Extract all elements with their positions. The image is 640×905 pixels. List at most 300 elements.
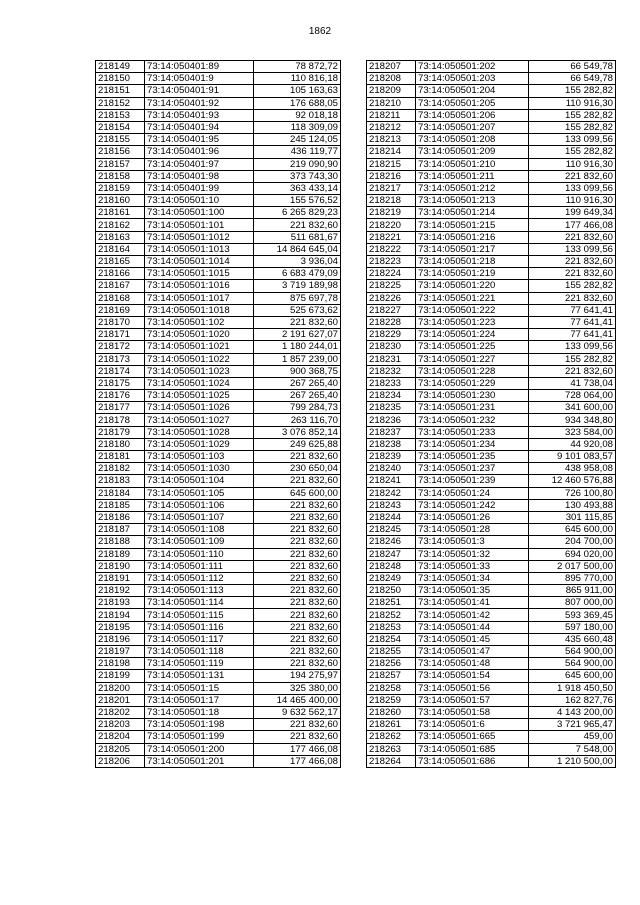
row-id-cell: 218238 <box>367 438 416 450</box>
row-id-cell: 218245 <box>367 524 416 536</box>
table-row <box>367 182 616 194</box>
cadastral-number-cell: 73:14:050501:221 <box>416 292 529 304</box>
value-cell: 934 348,80 <box>529 414 616 426</box>
table-row <box>96 195 341 207</box>
cadastral-number-cell: 73:14:050501:209 <box>416 146 529 158</box>
value-cell: 176 688,05 <box>254 97 341 109</box>
row-id-cell: 218174 <box>96 365 145 377</box>
table-row <box>367 682 616 694</box>
value-cell: 221 832,60 <box>254 511 341 523</box>
value-cell: 807 000,00 <box>529 597 616 609</box>
table-row <box>367 463 616 475</box>
table-row <box>96 353 341 365</box>
cadastral-number-cell: 73:14:050501:234 <box>416 438 529 450</box>
row-id-cell: 218182 <box>96 463 145 475</box>
table-row <box>96 158 341 170</box>
table-row <box>367 109 616 121</box>
table-row <box>367 121 616 133</box>
value-cell: 597 180,00 <box>529 621 616 633</box>
table-row <box>367 719 616 731</box>
cadastral-number-cell: 73:14:050501:1025 <box>145 390 254 402</box>
value-cell: 92 018,18 <box>254 109 341 121</box>
value-cell: 3 076 852,14 <box>254 426 341 438</box>
table-row <box>367 426 616 438</box>
row-id-cell: 218193 <box>96 597 145 609</box>
cadastral-number-cell: 73:14:050501:1028 <box>145 426 254 438</box>
value-cell: 177 466,08 <box>254 743 341 755</box>
row-id-cell: 218197 <box>96 646 145 658</box>
row-id-cell: 218202 <box>96 706 145 718</box>
table-row <box>96 170 341 182</box>
value-cell: 645 600,00 <box>529 524 616 536</box>
table-row <box>96 231 341 243</box>
row-id-cell: 218241 <box>367 475 416 487</box>
table-row <box>96 524 341 536</box>
table-row <box>96 633 341 645</box>
table-row <box>367 414 616 426</box>
row-id-cell: 218194 <box>96 609 145 621</box>
table-row <box>367 329 616 341</box>
table-row <box>367 646 616 658</box>
value-cell: 245 124,05 <box>254 134 341 146</box>
table-row <box>96 511 341 523</box>
cadastral-number-cell: 73:14:050501:686 <box>416 755 529 767</box>
cadastral-number-cell: 73:14:050501:33 <box>416 560 529 572</box>
row-id-cell: 218150 <box>96 73 145 85</box>
cadastral-number-cell: 73:14:050501:1012 <box>145 231 254 243</box>
table-row <box>96 207 341 219</box>
table-row <box>96 621 341 633</box>
value-cell: 1 857 239,00 <box>254 353 341 365</box>
cadastral-number-cell: 73:14:050501:1022 <box>145 353 254 365</box>
row-id-cell: 218176 <box>96 390 145 402</box>
table-row <box>96 743 341 755</box>
value-cell: 133 099,56 <box>529 134 616 146</box>
table-row <box>96 73 341 85</box>
value-cell: 875 697,78 <box>254 292 341 304</box>
row-id-cell: 218217 <box>367 182 416 194</box>
value-cell: 221 832,60 <box>254 475 341 487</box>
row-id-cell: 218180 <box>96 438 145 450</box>
value-cell: 1 210 500,00 <box>529 755 616 767</box>
value-cell: 645 600,00 <box>529 670 616 682</box>
cadastral-number-cell: 73:14:050501:54 <box>416 670 529 682</box>
table-row <box>367 61 616 73</box>
cadastral-number-cell: 73:14:050501:232 <box>416 414 529 426</box>
table-row <box>367 195 616 207</box>
table-row <box>96 597 341 609</box>
value-cell: 438 958,08 <box>529 463 616 475</box>
row-id-cell: 218204 <box>96 731 145 743</box>
row-id-cell: 218186 <box>96 511 145 523</box>
cadastral-number-cell: 73:14:050501:1018 <box>145 304 254 316</box>
cadastral-number-cell: 73:14:050401:93 <box>145 109 254 121</box>
row-id-cell: 218236 <box>367 414 416 426</box>
value-cell: 44 920,08 <box>529 438 616 450</box>
cadastral-number-cell: 73:14:050501:103 <box>145 451 254 463</box>
cadastral-number-cell: 73:14:050501:44 <box>416 621 529 633</box>
row-id-cell: 218181 <box>96 451 145 463</box>
value-cell: 41 738,04 <box>529 377 616 389</box>
cadastral-number-cell: 73:14:050501:203 <box>416 73 529 85</box>
value-cell: 267 265,40 <box>254 377 341 389</box>
table-row <box>367 341 616 353</box>
table-row <box>96 463 341 475</box>
row-id-cell: 218185 <box>96 499 145 511</box>
cadastral-number-cell: 73:14:050501:210 <box>416 158 529 170</box>
row-id-cell: 218211 <box>367 109 416 121</box>
value-cell: 177 466,08 <box>529 219 616 231</box>
table-row <box>96 572 341 584</box>
page-number: 1862 <box>308 26 332 37</box>
value-cell: 221 832,60 <box>254 731 341 743</box>
cadastral-number-cell: 73:14:050501:107 <box>145 511 254 523</box>
row-id-cell: 218228 <box>367 316 416 328</box>
table-row <box>367 475 616 487</box>
row-id-cell: 218261 <box>367 719 416 731</box>
cadastral-number-cell: 73:14:050501:58 <box>416 706 529 718</box>
row-id-cell: 218248 <box>367 560 416 572</box>
table-row <box>367 256 616 268</box>
cadastral-number-cell: 73:14:050501:41 <box>416 597 529 609</box>
table-row <box>96 85 341 97</box>
row-id-cell: 218161 <box>96 207 145 219</box>
table-row <box>96 755 341 767</box>
value-cell: 221 832,60 <box>529 365 616 377</box>
row-id-cell: 218155 <box>96 134 145 146</box>
value-cell: 728 064,00 <box>529 390 616 402</box>
value-cell: 363 433,14 <box>254 182 341 194</box>
row-id-cell: 218234 <box>367 390 416 402</box>
row-id-cell: 218192 <box>96 585 145 597</box>
table-row <box>96 134 341 146</box>
table-row <box>367 743 616 755</box>
value-cell: 221 832,60 <box>254 585 341 597</box>
table-row <box>96 694 341 706</box>
cadastral-number-cell: 73:14:050501:15 <box>145 682 254 694</box>
cadastral-number-cell: 73:14:050501:116 <box>145 621 254 633</box>
value-cell: 110 916,30 <box>529 97 616 109</box>
table-row <box>367 170 616 182</box>
value-cell: 221 832,60 <box>254 646 341 658</box>
value-cell: 726 100,80 <box>529 487 616 499</box>
value-cell: 221 832,60 <box>529 292 616 304</box>
row-id-cell: 218221 <box>367 231 416 243</box>
value-cell: 3 721 965,47 <box>529 719 616 731</box>
row-id-cell: 218172 <box>96 341 145 353</box>
value-cell: 511 681,67 <box>254 231 341 243</box>
value-cell: 323 584,00 <box>529 426 616 438</box>
value-cell: 230 650,04 <box>254 463 341 475</box>
cadastral-number-cell: 73:14:050501:24 <box>416 487 529 499</box>
table-row <box>96 475 341 487</box>
table-row <box>96 109 341 121</box>
value-cell: 155 282,82 <box>529 121 616 133</box>
row-id-cell: 218201 <box>96 694 145 706</box>
row-id-cell: 218240 <box>367 463 416 475</box>
row-id-cell: 218258 <box>367 682 416 694</box>
table-row <box>367 146 616 158</box>
cadastral-number-cell: 73:14:050501:228 <box>416 365 529 377</box>
row-id-cell: 218184 <box>96 487 145 499</box>
row-id-cell: 218164 <box>96 243 145 255</box>
value-cell: 301 115,85 <box>529 511 616 523</box>
table-row <box>367 694 616 706</box>
cadastral-number-cell: 73:14:050401:95 <box>145 134 254 146</box>
table-row <box>367 268 616 280</box>
table-row <box>96 499 341 511</box>
cadastral-number-cell: 73:14:050501:111 <box>145 560 254 572</box>
value-cell: 105 163,63 <box>254 85 341 97</box>
value-cell: 221 832,60 <box>529 268 616 280</box>
cadastral-number-cell: 73:14:050501:18 <box>145 706 254 718</box>
value-cell: 221 832,60 <box>254 633 341 645</box>
table-row <box>367 402 616 414</box>
cadastral-number-cell: 73:14:050501:117 <box>145 633 254 645</box>
row-id-cell: 218151 <box>96 85 145 97</box>
value-cell: 221 832,60 <box>254 560 341 572</box>
cadastral-number-cell: 73:14:050501:1015 <box>145 268 254 280</box>
table-row <box>96 304 341 316</box>
cadastral-number-cell: 73:14:050501:28 <box>416 524 529 536</box>
row-id-cell: 218214 <box>367 146 416 158</box>
value-cell: 221 832,60 <box>254 524 341 536</box>
row-id-cell: 218209 <box>367 85 416 97</box>
value-cell: 645 600,00 <box>254 487 341 499</box>
table-row <box>367 390 616 402</box>
cadastral-number-cell: 73:14:050501:216 <box>416 231 529 243</box>
value-cell: 221 832,60 <box>254 316 341 328</box>
table-row <box>96 487 341 499</box>
cadastral-number-cell: 73:14:050501:235 <box>416 451 529 463</box>
cadastral-number-cell: 73:14:050501:225 <box>416 341 529 353</box>
value-cell: 4 143 200,00 <box>529 706 616 718</box>
cadastral-number-cell: 73:14:050501:218 <box>416 256 529 268</box>
table-row <box>367 511 616 523</box>
cadastral-number-cell: 73:14:050501:48 <box>416 658 529 670</box>
cadastral-number-cell: 73:14:050501:101 <box>145 219 254 231</box>
cadastral-number-cell: 73:14:050501:208 <box>416 134 529 146</box>
row-id-cell: 218264 <box>367 755 416 767</box>
cadastral-number-cell: 73:14:050501:1027 <box>145 414 254 426</box>
row-id-cell: 218246 <box>367 536 416 548</box>
row-id-cell: 218223 <box>367 256 416 268</box>
table-row <box>367 499 616 511</box>
row-id-cell: 218183 <box>96 475 145 487</box>
cadastral-number-cell: 73:14:050501:119 <box>145 658 254 670</box>
value-cell: 110 816,18 <box>254 73 341 85</box>
registry-table-left <box>95 60 341 768</box>
row-id-cell: 218173 <box>96 353 145 365</box>
value-cell: 14 465 400,00 <box>254 694 341 706</box>
value-cell: 564 900,00 <box>529 646 616 658</box>
value-cell: 221 832,60 <box>254 451 341 463</box>
cadastral-number-cell: 73:14:050501:199 <box>145 731 254 743</box>
cadastral-number-cell: 73:14:050501:1030 <box>145 463 254 475</box>
value-cell: 110 916,30 <box>529 158 616 170</box>
value-cell: 6 265 829,23 <box>254 207 341 219</box>
cadastral-number-cell: 73:14:050501:1023 <box>145 365 254 377</box>
table-row <box>367 207 616 219</box>
table-row <box>96 658 341 670</box>
registry-table-right <box>366 60 616 768</box>
value-cell: 155 282,82 <box>529 280 616 292</box>
value-cell: 263 116,70 <box>254 414 341 426</box>
cadastral-number-cell: 73:14:050501:42 <box>416 609 529 621</box>
cadastral-number-cell: 73:14:050501:102 <box>145 316 254 328</box>
row-id-cell: 218259 <box>367 694 416 706</box>
row-id-cell: 218239 <box>367 451 416 463</box>
table-row <box>367 85 616 97</box>
table-row <box>367 524 616 536</box>
cadastral-number-cell: 73:14:050501:47 <box>416 646 529 658</box>
row-id-cell: 218168 <box>96 292 145 304</box>
table-row <box>96 146 341 158</box>
cadastral-number-cell: 73:14:050401:99 <box>145 182 254 194</box>
row-id-cell: 218226 <box>367 292 416 304</box>
cadastral-number-cell: 73:14:050501:10 <box>145 195 254 207</box>
value-cell: 130 493,88 <box>529 499 616 511</box>
table-row <box>367 609 616 621</box>
value-cell: 799 284,73 <box>254 402 341 414</box>
cadastral-number-cell: 73:14:050501:34 <box>416 572 529 584</box>
table-row <box>96 329 341 341</box>
cadastral-number-cell: 73:14:050501:32 <box>416 548 529 560</box>
cadastral-number-cell: 73:14:050501:242 <box>416 499 529 511</box>
value-cell: 221 832,60 <box>254 609 341 621</box>
value-cell: 900 368,75 <box>254 365 341 377</box>
table-row <box>96 182 341 194</box>
row-id-cell: 218213 <box>367 134 416 146</box>
cadastral-number-cell: 73:14:050501:114 <box>145 597 254 609</box>
table-row <box>96 548 341 560</box>
cadastral-number-cell: 73:14:050501:1024 <box>145 377 254 389</box>
value-cell: 199 649,34 <box>529 207 616 219</box>
row-id-cell: 218252 <box>367 609 416 621</box>
table-row <box>367 597 616 609</box>
row-id-cell: 218195 <box>96 621 145 633</box>
value-cell: 221 832,60 <box>254 548 341 560</box>
row-id-cell: 218237 <box>367 426 416 438</box>
cadastral-number-cell: 73:14:050501:229 <box>416 377 529 389</box>
cadastral-number-cell: 73:14:050501:1029 <box>145 438 254 450</box>
table-row <box>96 426 341 438</box>
cadastral-number-cell: 73:14:050401:92 <box>145 97 254 109</box>
value-cell: 1 180 244,01 <box>254 341 341 353</box>
cadastral-number-cell: 73:14:050501:206 <box>416 109 529 121</box>
row-id-cell: 218251 <box>367 597 416 609</box>
table-row <box>96 536 341 548</box>
value-cell: 525 673,62 <box>254 304 341 316</box>
cadastral-number-cell: 73:14:050501:17 <box>145 694 254 706</box>
row-id-cell: 218250 <box>367 585 416 597</box>
cadastral-number-cell: 73:14:050501:685 <box>416 743 529 755</box>
table-row <box>367 633 616 645</box>
row-id-cell: 218157 <box>96 158 145 170</box>
cadastral-number-cell: 73:14:050501:207 <box>416 121 529 133</box>
table-row <box>367 280 616 292</box>
value-cell: 162 827,76 <box>529 694 616 706</box>
table-row <box>96 560 341 572</box>
row-id-cell: 218257 <box>367 670 416 682</box>
row-id-cell: 218163 <box>96 231 145 243</box>
table-row <box>367 438 616 450</box>
value-cell: 133 099,56 <box>529 243 616 255</box>
cadastral-number-cell: 73:14:050501:223 <box>416 316 529 328</box>
cadastral-number-cell: 73:14:050401:97 <box>145 158 254 170</box>
table-row <box>96 316 341 328</box>
table-row <box>367 231 616 243</box>
cadastral-number-cell: 73:14:050501:230 <box>416 390 529 402</box>
row-id-cell: 218229 <box>367 329 416 341</box>
table-row <box>96 121 341 133</box>
table-row <box>367 572 616 584</box>
cadastral-number-cell: 73:14:050401:91 <box>145 85 254 97</box>
row-id-cell: 218178 <box>96 414 145 426</box>
cadastral-number-cell: 73:14:050501:201 <box>145 755 254 767</box>
cadastral-number-cell: 73:14:050501:217 <box>416 243 529 255</box>
cadastral-number-cell: 73:14:050501:214 <box>416 207 529 219</box>
table-row <box>96 402 341 414</box>
cadastral-number-cell: 73:14:050501:198 <box>145 719 254 731</box>
cadastral-number-cell: 73:14:050501:222 <box>416 304 529 316</box>
cadastral-number-cell: 73:14:050501:227 <box>416 353 529 365</box>
row-id-cell: 218242 <box>367 487 416 499</box>
value-cell: 1 918 450,50 <box>529 682 616 694</box>
cadastral-number-cell: 73:14:050501:212 <box>416 182 529 194</box>
value-cell: 341 600,00 <box>529 402 616 414</box>
value-cell: 77 641,41 <box>529 304 616 316</box>
row-id-cell: 218167 <box>96 280 145 292</box>
row-id-cell: 218179 <box>96 426 145 438</box>
value-cell: 221 832,60 <box>254 219 341 231</box>
value-cell: 12 460 576,88 <box>529 475 616 487</box>
table-row <box>96 377 341 389</box>
row-id-cell: 218199 <box>96 670 145 682</box>
value-cell: 155 282,82 <box>529 109 616 121</box>
cadastral-number-cell: 73:14:050501:1021 <box>145 341 254 353</box>
row-id-cell: 218158 <box>96 170 145 182</box>
row-id-cell: 218154 <box>96 121 145 133</box>
table-row <box>96 451 341 463</box>
value-cell: 133 099,56 <box>529 182 616 194</box>
table-row <box>367 548 616 560</box>
row-id-cell: 218244 <box>367 511 416 523</box>
table-row <box>367 585 616 597</box>
value-cell: 14 864 645,04 <box>254 243 341 255</box>
cadastral-number-cell: 73:14:050501:115 <box>145 609 254 621</box>
row-id-cell: 218189 <box>96 548 145 560</box>
cadastral-number-cell: 73:14:050501:118 <box>145 646 254 658</box>
row-id-cell: 218230 <box>367 341 416 353</box>
value-cell: 221 832,60 <box>254 536 341 548</box>
value-cell: 66 549,78 <box>529 61 616 73</box>
value-cell: 865 911,00 <box>529 585 616 597</box>
value-cell: 373 743,30 <box>254 170 341 182</box>
cadastral-number-cell: 73:14:050501:215 <box>416 219 529 231</box>
cadastral-number-cell: 73:14:050501:239 <box>416 475 529 487</box>
cadastral-number-cell: 73:14:050501:35 <box>416 585 529 597</box>
table-row <box>96 256 341 268</box>
value-cell: 77 641,41 <box>529 316 616 328</box>
value-cell: 6 683 479,09 <box>254 268 341 280</box>
value-cell: 7 548,00 <box>529 743 616 755</box>
row-id-cell: 218152 <box>96 97 145 109</box>
value-cell: 177 466,08 <box>254 755 341 767</box>
row-id-cell: 218235 <box>367 402 416 414</box>
cadastral-number-cell: 73:14:050501:220 <box>416 280 529 292</box>
row-id-cell: 218215 <box>367 158 416 170</box>
